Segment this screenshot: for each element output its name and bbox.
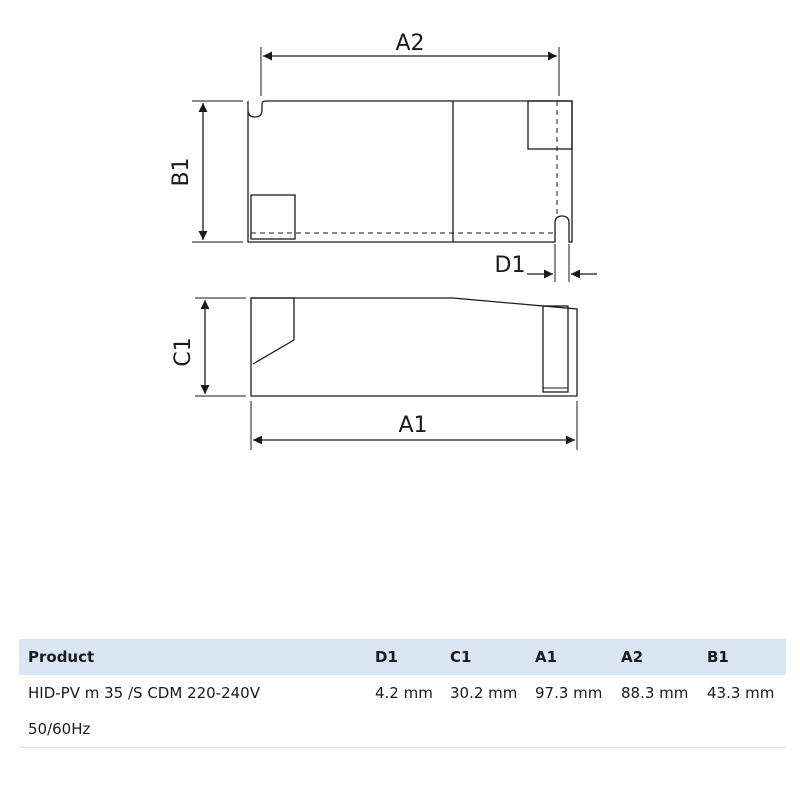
cell-c1: 30.2 mm <box>450 684 518 702</box>
dimension-d1 <box>527 244 597 282</box>
table-row <box>19 711 786 748</box>
label-c1: C1 <box>171 337 196 367</box>
table-row <box>19 675 786 711</box>
header-product: Product <box>28 648 95 666</box>
dimensions-table <box>19 639 786 748</box>
label-a1: A1 <box>398 413 428 438</box>
cell-a1 <box>527 711 613 748</box>
cell-product: 50/60Hz <box>19 711 367 748</box>
label-d1: D1 <box>494 253 526 278</box>
side-view-body <box>251 298 577 396</box>
header-c1: C1 <box>450 648 472 666</box>
dimension-c1 <box>195 298 246 396</box>
side-view-connector <box>543 306 568 392</box>
top-view-connector-left <box>251 195 295 239</box>
cell-c1 <box>442 711 527 748</box>
cell-product: HID-PV m 35 /S CDM 220-240V <box>28 684 260 702</box>
header-b1: B1 <box>707 648 729 666</box>
cell-d1: 4.2 mm <box>375 684 433 702</box>
cell-d1 <box>367 711 442 748</box>
label-a2: A2 <box>395 31 425 56</box>
header-d1: D1 <box>375 648 398 666</box>
cell-a2 <box>613 711 699 748</box>
cell-a1: 97.3 mm <box>535 684 603 702</box>
label-b1: B1 <box>169 157 194 187</box>
cell-b1 <box>699 711 786 748</box>
cell-a2: 88.3 mm <box>621 684 689 702</box>
dimension-b1 <box>192 101 243 242</box>
header-a1: A1 <box>535 648 558 666</box>
side-view-cover-bevel <box>253 340 294 364</box>
top-view-connector-right <box>528 101 572 149</box>
cell-b1: 43.3 mm <box>707 684 775 702</box>
table-header-row <box>19 639 786 675</box>
top-view-body <box>248 101 572 242</box>
header-a2: A2 <box>621 648 644 666</box>
